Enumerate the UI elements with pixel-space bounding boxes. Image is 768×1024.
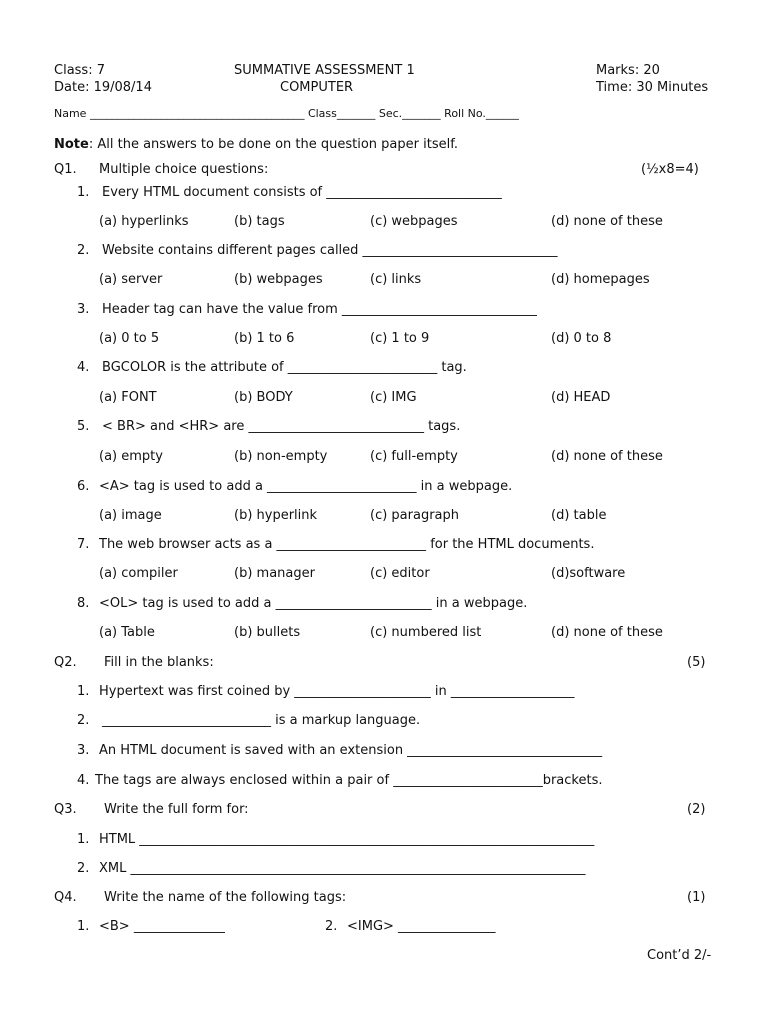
q2-item-text: The tags are always enclosed within a pair of _______________________brackets. — [95, 773, 603, 788]
q3-item-text: XML ______________________________________________________________________ — [99, 861, 586, 876]
q2-title: Fill in the blanks: — [104, 655, 214, 670]
q1-option: (c) numbered list — [370, 625, 482, 640]
q1-option: (c) links — [370, 272, 422, 287]
note-text: : All the answers to be done on the question paper itself. — [88, 137, 458, 152]
q1-item-number: 7. — [77, 537, 90, 552]
q1-option: (d) 0 to 8 — [551, 331, 612, 346]
q1-option: (c) IMG — [370, 390, 417, 405]
q4-item-text: <IMG> _______________ — [347, 919, 496, 934]
q1-option: (a) empty — [99, 449, 163, 464]
q1-option: (d) none of these — [551, 449, 663, 464]
q1-option: (d) none of these — [551, 214, 663, 229]
q1-option: (b) 1 to 6 — [234, 331, 295, 346]
q4-item-number: 2. — [325, 919, 338, 934]
q1-option: (b) BODY — [234, 390, 293, 405]
q4-title: Write the name of the following tags: — [104, 890, 347, 905]
q2-item-text: Hypertext was first coined by _____________________ in ___________________ — [99, 684, 575, 699]
q1-marks: (½x8=4) — [641, 162, 699, 177]
q1-option: (c) webpages — [370, 214, 458, 229]
class-label: Class: 7 — [54, 63, 105, 78]
q1-option: (a) hyperlinks — [99, 214, 189, 229]
marks-label: Marks: 20 — [596, 63, 660, 78]
q3-marks: (2) — [687, 802, 706, 817]
q1-option: (b) tags — [234, 214, 285, 229]
q3-number: Q3. — [54, 802, 77, 817]
time-label: Time: 30 Minutes — [596, 80, 709, 95]
q1-option: (a) Table — [99, 625, 155, 640]
subject-label: COMPUTER — [280, 80, 354, 95]
q1-item-number: 1. — [77, 185, 90, 200]
q3-title: Write the full form for: — [104, 802, 249, 817]
q1-option: (d)software — [551, 566, 626, 581]
q1-item-number: 3. — [77, 302, 90, 317]
q1-option: (d) HEAD — [551, 390, 611, 405]
q1-option: (c) editor — [370, 566, 430, 581]
q2-item-number: 3. — [77, 743, 90, 758]
q1-item-text: <OL> tag is used to add a ________________________ in a webpage. — [99, 596, 528, 611]
q1-option: (b) webpages — [234, 272, 323, 287]
q1-option: (c) paragraph — [370, 508, 460, 523]
q1-item-text: The web browser acts as a _______________________ for the HTML documents. — [99, 537, 595, 552]
q1-item-text: Every HTML document consists of ___________________________ — [102, 185, 502, 200]
q1-option: (d) none of these — [551, 625, 663, 640]
q1-option: (a) image — [99, 508, 162, 523]
q1-option: (d) table — [551, 508, 607, 523]
q1-item-number: 5. — [77, 419, 90, 434]
q1-item-number: 8. — [77, 596, 90, 611]
q1-option: (c) 1 to 9 — [370, 331, 430, 346]
q1-option: (d) homepages — [551, 272, 650, 287]
q1-option: (b) manager — [234, 566, 315, 581]
q2-number: Q2. — [54, 655, 77, 670]
q1-option: (b) non-empty — [234, 449, 328, 464]
q2-item-number: 4. — [77, 773, 90, 788]
q2-item-number: 1. — [77, 684, 90, 699]
q1-item-number: 4. — [77, 360, 90, 375]
q4-marks: (1) — [687, 890, 706, 905]
q1-option: (b) bullets — [234, 625, 301, 640]
q2-marks: (5) — [687, 655, 706, 670]
date-label: Date: 19/08/14 — [54, 80, 152, 95]
q4-number: Q4. — [54, 890, 77, 905]
q2-item-text: __________________________ is a markup language. — [102, 713, 421, 728]
note-line — [54, 137, 458, 152]
q1-option: (b) hyperlink — [234, 508, 318, 523]
q1-option: (a) FONT — [99, 390, 157, 405]
q1-item-number: 6. — [77, 479, 90, 494]
student-info-line: Name _______________________________________ Class_______ Sec._______ Roll No.______ — [54, 107, 519, 120]
q1-item-text: Website contains different pages called ______________________________ — [102, 243, 558, 258]
q1-option: (c) full-empty — [370, 449, 458, 464]
q3-item-text: HTML ______________________________________________________________________ — [99, 832, 595, 847]
q4-item-number: 1. — [77, 919, 90, 934]
q1-item-text: <A> tag is used to add a _______________________ in a webpage. — [99, 479, 513, 494]
q1-option: (a) 0 to 5 — [99, 331, 160, 346]
q1-item-number: 2. — [77, 243, 90, 258]
q2-item-number: 2. — [77, 713, 90, 728]
q1-option: (a) server — [99, 272, 163, 287]
q3-item-number: 1. — [77, 832, 90, 847]
q1-number: Q1. — [54, 162, 77, 177]
q2-item-text: An HTML document is saved with an extension ______________________________ — [99, 743, 603, 758]
continued-note: Cont’d 2/- — [647, 948, 712, 963]
q1-item-text: Header tag can have the value from ______________________________ — [102, 302, 537, 317]
note-label: Note — [54, 137, 89, 152]
q1-title: Multiple choice questions: — [99, 162, 269, 177]
q1-option: (a) compiler — [99, 566, 178, 581]
q1-item-text: BGCOLOR is the attribute of _______________________ tag. — [102, 360, 467, 375]
q3-item-number: 2. — [77, 861, 90, 876]
q1-item-text: < BR> and <HR> are ___________________________ tags. — [102, 419, 461, 434]
assessment-title: SUMMATIVE ASSESSMENT 1 — [234, 63, 415, 78]
q4-item-text: <B> ______________ — [99, 919, 225, 934]
